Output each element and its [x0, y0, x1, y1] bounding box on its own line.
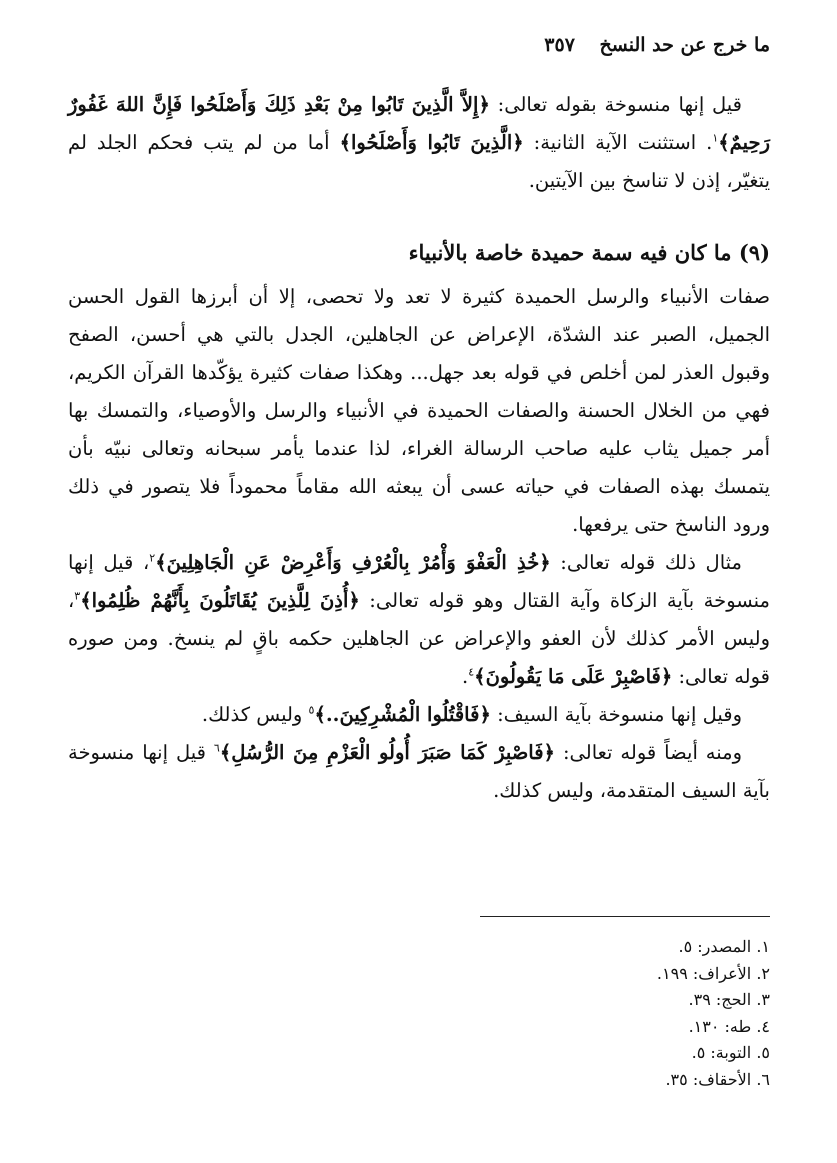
quran-quote: ﴿أُذِنَ لِلَّذِينَ يُقَاتَلُونَ بِأَنَّهُمْ ظُلِمُوا﴾ [80, 589, 360, 612]
footnote-item: ٥. التوبة: ٥. [691, 1043, 770, 1062]
footnote-ref[interactable]: ٢ [149, 551, 156, 565]
example-end: . [462, 665, 469, 688]
running-title: ما خرج عن حد النسخ [599, 34, 770, 56]
example-mid: ، قيل إنها منسوخة بآية الزكاة وآية القتال وهو قوله تعالى: [68, 551, 770, 612]
running-header [68, 34, 770, 56]
intro-suffix: أما من لم يتب فحكم الجلد لم يتغيّر، إذن لا تناسخ بين الآيتين. [68, 131, 770, 192]
footnote-ref[interactable]: ٥ [308, 703, 315, 717]
section-heading: (٩) ما كان فيه سمة حميدة خاصة بالأنبياء [408, 240, 770, 265]
paragraph-patience [68, 734, 770, 810]
footnote-item: ٤. طه: ١٣٠. [688, 1016, 770, 1036]
page-number: ٣٥٧ [544, 34, 575, 56]
book-page [68, 0, 770, 1163]
quran-quote: ﴿فَاصْبِرْ عَلَى مَا يَقُولُونَ﴾ [474, 665, 673, 688]
intro-mid: . استثنت الآية الثانية: [523, 131, 713, 154]
footnote-item: ١. المصدر: ٥. [678, 937, 770, 956]
footnote-item: ٦. الأحقاف: ٣٥. [665, 1069, 770, 1089]
quran-quote: ﴿فَاصْبِرْ كَمَا صَبَرَ أُولُو الْعَزْمِ مِنَ الرُّسُلِ﴾ [219, 741, 555, 764]
footnote-item: ٢. الأعراف: ١٩٩. [656, 963, 770, 983]
sword-suffix: وليس كذلك. [201, 703, 309, 726]
quran-quote: ﴿خُذِ الْعَفْوَ وَأْمُرْ بِالْعُرْفِ وَأَعْرِضْ عَنِ الْجَاهِلِينَ﴾ [155, 551, 551, 574]
example-mid-2: ، وليس الأمر كذلك لأن العفو والإعراض عن الجاهلين حكمه باقٍ لم ينسخ. ومن صوره قوله تعالى: [68, 589, 770, 688]
footnote-item: ٣. الحج: ٣٩. [688, 990, 770, 1009]
quran-quote: ﴿الَّذِينَ تَابُوا وَأَصْلَحُوا﴾ [339, 131, 524, 154]
main-text [68, 86, 770, 810]
footnote-ref[interactable]: ١ [712, 131, 719, 145]
footnote-ref[interactable]: ٦ [213, 741, 220, 755]
paragraph-qualities: صفات الأنبياء والرسل الحميدة كثيرة لا تعد ولا تحصى، إلا أن أبرزها القول الحسن الجميل، الصبر عند الشدّة، الإعراض عن الجاهلين، الجدل بالتي هي أحسن، الصفح وقبول العذر لمن أخلص في قوله بعد جهل... وهكذا صفات كثيرة يؤكّدها القرآن الكريم، فهي من الخلال الحسنة والصفات الحميدة في الأنبياء والرسل والأوصياء، والتمسك بها أمر جميل يثاب عليه صاحب الرسالة الغراء، لذا عندما يأمر سبحانه وتعالى نبيّه بأن يتمسك بهذه الصفات في حياته عسى أن يبعثه الله مقاماً محموداً فلا يتصور في ذلك ورود الناسخ حتى يرفعها. [68, 285, 770, 536]
patience-prefix: ومنه أيضاً قوله تعالى: [555, 741, 742, 764]
intro-prefix: قيل إنها منسوخة بقوله تعالى: [489, 93, 742, 116]
sword-prefix: وقيل إنها منسوخة بآية السيف: [490, 703, 742, 726]
patience-suffix: قيل إنها منسوخة بآية السيف المتقدمة، وليس كذلك. [68, 741, 770, 802]
example-prefix: مثال ذلك قوله تعالى: [550, 551, 742, 574]
intro-paragraph [68, 86, 770, 200]
paragraph-sword-verse [68, 696, 770, 734]
footnote-ref[interactable]: ٣ [74, 589, 81, 603]
quran-quote: ﴿فَاقْتُلُوا الْمُشْرِكِينَ..﴾ [314, 703, 491, 726]
quran-quote: ﴿إِلاَّ الَّذِينَ تَابُوا مِنْ بَعْدِ ذَلِكَ وَأَصْلَحُوا فَإِنَّ اللهَ غَفُورٌ رَحِيمٌ﴾ [68, 93, 770, 154]
paragraph-example [68, 544, 770, 696]
footnotes-list [68, 934, 770, 1093]
footnote-ref[interactable]: ٤ [468, 665, 475, 679]
footnote-separator [480, 916, 770, 917]
